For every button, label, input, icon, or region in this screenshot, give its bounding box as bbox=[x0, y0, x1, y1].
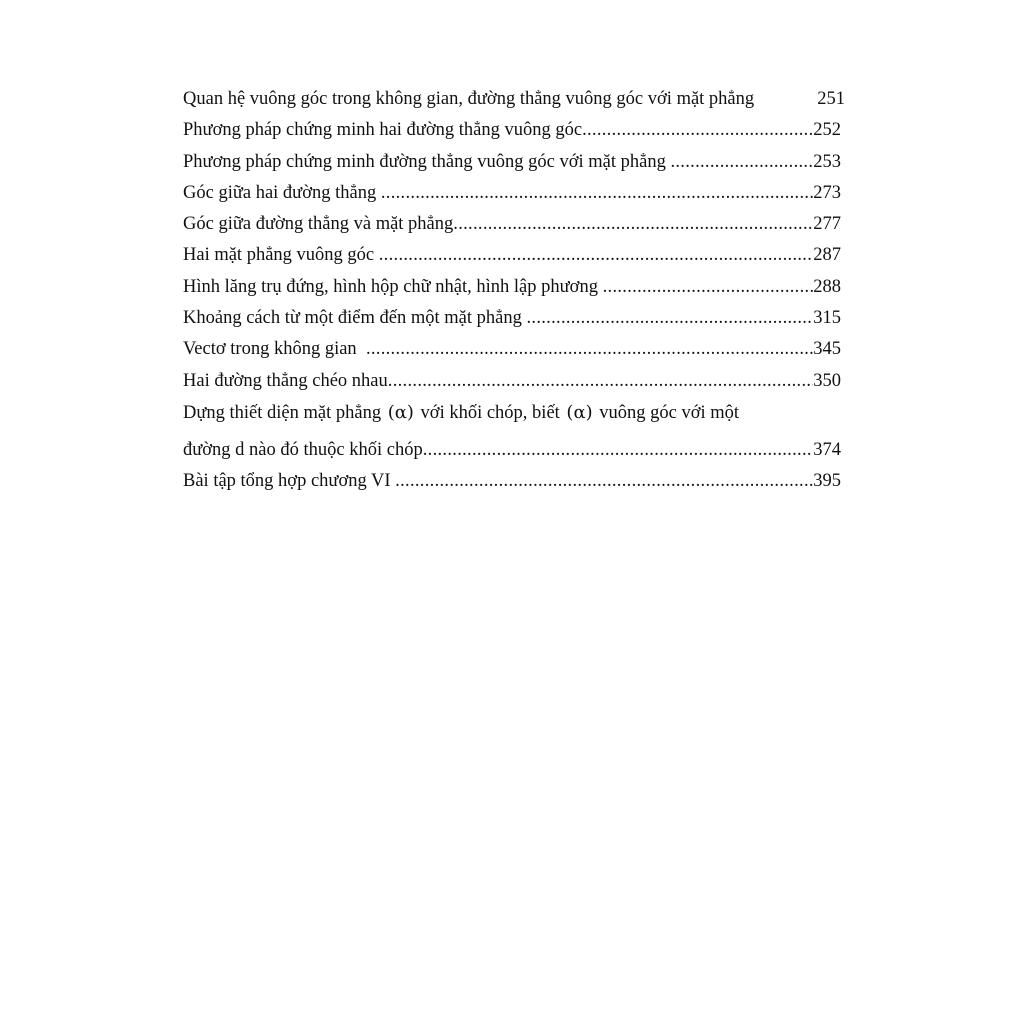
toc-entry-title: Bài tập tổng hợp chương VI bbox=[183, 471, 396, 492]
toc-leader bbox=[526, 303, 813, 334]
toc-leader bbox=[423, 435, 814, 466]
toc-entry-page: 395 bbox=[813, 471, 841, 492]
toc-entry-title-part: Dựng thiết diện mặt phẳng bbox=[183, 402, 386, 423]
toc-entry-title: Quan hệ vuông góc trong không gian, đường thẳng vuông góc với mặt phẳng bbox=[183, 89, 755, 109]
toc-entry-title-line2 bbox=[183, 435, 845, 466]
toc-entry-page: 345 bbox=[813, 339, 841, 360]
toc-entry bbox=[183, 466, 845, 497]
toc-entry-page: 287 bbox=[813, 245, 841, 266]
toc-entry-title: Vectơ trong không gian bbox=[183, 339, 366, 360]
alpha-symbol: (α) bbox=[387, 401, 414, 423]
toc-entry-title-line1 bbox=[183, 397, 845, 435]
toc-leader bbox=[670, 147, 813, 178]
toc-entry-title: Góc giữa đường thẳng và mặt phẳng bbox=[183, 214, 454, 235]
toc-entry bbox=[183, 209, 845, 240]
toc-entry-multiline bbox=[183, 397, 845, 466]
toc-entry-title: Hình lăng trụ đứng, hình hộp chữ nhật, hình lập phương bbox=[183, 276, 603, 297]
toc-leader bbox=[603, 272, 814, 303]
toc-entry-title: Hai mặt phẳng vuông góc bbox=[183, 245, 379, 266]
toc-entry-page: 253 bbox=[813, 151, 841, 172]
toc-entry-title-part: vuông góc với một bbox=[594, 402, 740, 423]
toc-entry bbox=[183, 303, 845, 334]
toc-entry-title: Phương pháp chứng minh hai đường thẳng vuông góc bbox=[183, 120, 583, 141]
toc-leader bbox=[366, 334, 813, 365]
toc-entry-title: đường d nào đó thuộc khối chóp bbox=[183, 439, 423, 460]
toc-entry-title-part: với khối chóp, biết bbox=[415, 402, 565, 423]
toc-entry-page: 350 bbox=[813, 370, 841, 391]
toc-entry bbox=[183, 240, 845, 271]
toc-entry-title: Khoảng cách từ một điểm đến một mặt phẳng bbox=[183, 308, 527, 329]
toc-entry bbox=[183, 366, 845, 397]
toc-entry bbox=[183, 147, 845, 178]
toc-entry-page: 277 bbox=[813, 214, 841, 235]
toc-entry bbox=[183, 115, 845, 146]
toc-entry-page: 315 bbox=[813, 308, 841, 329]
toc-entry-title: Góc giữa hai đường thẳng bbox=[183, 182, 381, 203]
toc-entry bbox=[183, 84, 845, 115]
toc-entry-page: 251 bbox=[817, 89, 845, 109]
toc-leader bbox=[381, 178, 813, 209]
toc-entry-page: 288 bbox=[813, 276, 841, 297]
toc-entry-title: Hai đường thẳng chéo nhau bbox=[183, 370, 388, 391]
toc-leader bbox=[395, 466, 813, 497]
toc-leader bbox=[582, 115, 813, 146]
toc-leader bbox=[388, 366, 813, 397]
toc-entry bbox=[183, 178, 845, 209]
toc-entry bbox=[183, 272, 845, 303]
alpha-symbol: (α) bbox=[566, 401, 593, 423]
toc-leader bbox=[379, 240, 814, 271]
toc-entry-page: 273 bbox=[813, 182, 841, 203]
table-of-contents bbox=[183, 84, 845, 498]
toc-entry-title: Phương pháp chứng minh đường thẳng vuông góc với mặt phẳng bbox=[183, 151, 671, 172]
toc-entry-page: 252 bbox=[813, 120, 841, 141]
toc-entry-page: 374 bbox=[813, 439, 841, 460]
toc-leader bbox=[453, 209, 813, 240]
toc-entry bbox=[183, 334, 845, 365]
